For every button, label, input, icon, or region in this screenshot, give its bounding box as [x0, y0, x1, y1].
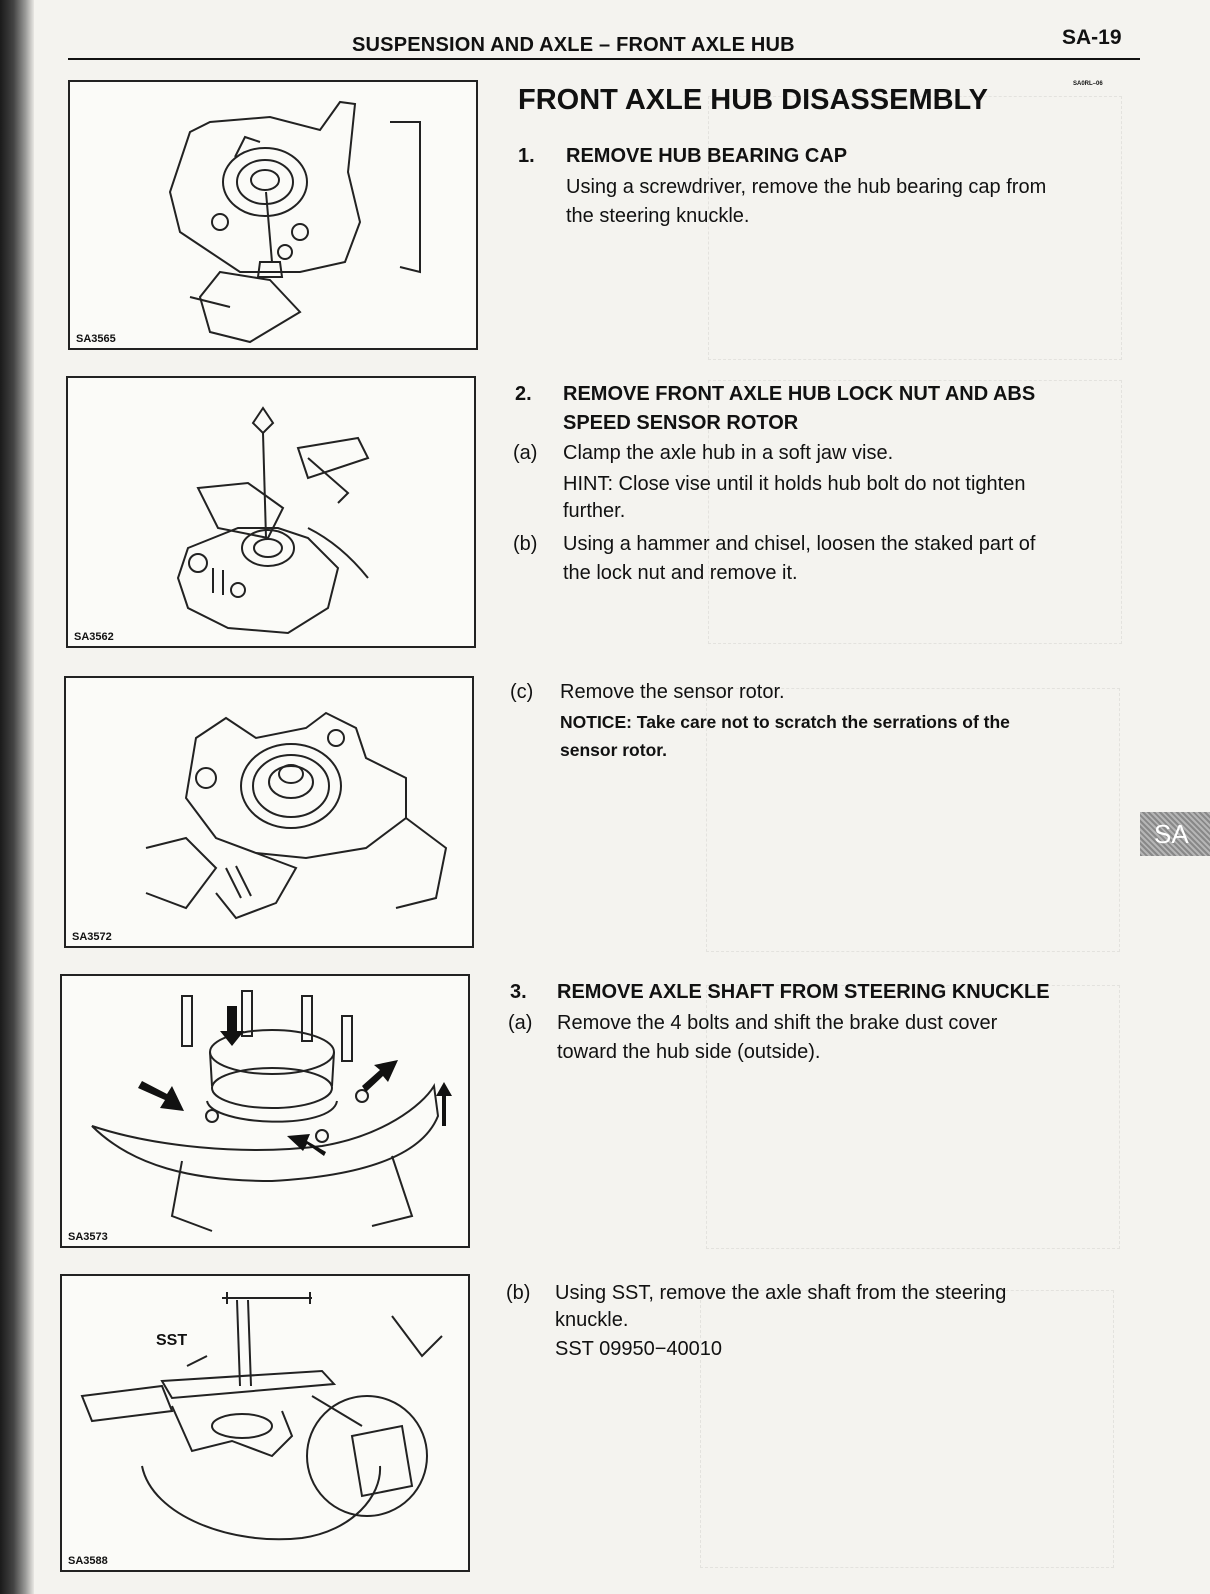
- step-1-text: the steering knuckle.: [566, 205, 750, 227]
- hint-text: HINT: Close vise until it holds hub bolt do not tighten: [563, 473, 1026, 495]
- section-title: FRONT AXLE HUB DISASSEMBLY: [518, 84, 988, 116]
- step-2-title: SPEED SENSOR ROTOR: [563, 412, 799, 434]
- figure-label: SA3572: [72, 931, 112, 943]
- substep-marker: (a): [508, 1012, 533, 1034]
- step-3b-text: Using SST, remove the axle shaft from the steering: [555, 1282, 1007, 1304]
- sst-number: SST 09950−40010: [555, 1338, 723, 1360]
- step-2a-text: Clamp the axle hub in a soft jaw vise.: [563, 442, 894, 464]
- hub-bolts-illustration: [62, 976, 468, 1246]
- substep-marker: (c): [510, 681, 534, 703]
- figure-label: SA3588: [68, 1555, 108, 1567]
- figure-sst-axle-removal: [60, 1274, 470, 1572]
- hammer-chisel-illustration: [68, 378, 474, 646]
- step-3a-text: Remove the 4 bolts and shift the brake dust cover: [557, 1012, 998, 1034]
- figure-hub-lock-nut: [66, 376, 476, 648]
- document-code: SA0RL–06: [1073, 81, 1103, 87]
- bleed-through-box: [708, 96, 1122, 360]
- sst-callout-label: SST: [156, 1332, 188, 1349]
- substep-marker: (b): [506, 1282, 531, 1304]
- page-number: SA-19: [1062, 26, 1122, 49]
- step-1-number: 1.: [518, 145, 535, 167]
- substep-marker: (b): [513, 533, 538, 555]
- step-3b-text: knuckle.: [555, 1309, 629, 1331]
- step-2-number: 2.: [515, 383, 532, 405]
- header-title: SUSPENSION AND AXLE – FRONT AXLE HUB: [352, 34, 795, 56]
- step-2c-text: Remove the sensor rotor.: [560, 681, 785, 703]
- step-1-title: REMOVE HUB BEARING CAP: [566, 145, 848, 167]
- figure-label: SA3565: [76, 333, 116, 345]
- notice-text: NOTICE: Take care not to scratch the serrations of the: [560, 712, 1010, 732]
- sensor-rotor-illustration: [66, 678, 472, 946]
- notice-text: sensor rotor.: [560, 740, 667, 760]
- book-binding-shadow: [0, 0, 34, 1594]
- header-rule: [68, 58, 1140, 60]
- step-3-title: REMOVE AXLE SHAFT FROM STEERING KNUCKLE: [557, 981, 1050, 1003]
- bleed-through-box: [700, 1290, 1114, 1568]
- section-side-tab: SA: [1140, 812, 1210, 856]
- knuckle-screwdriver-illustration: [70, 82, 476, 348]
- step-1-text: Using a screwdriver, remove the hub bearing cap from: [566, 176, 1047, 198]
- step-2-title: REMOVE FRONT AXLE HUB LOCK NUT AND ABS: [563, 383, 1036, 405]
- step-2b-text: Using a hammer and chisel, loosen the staked part of: [563, 533, 1036, 555]
- figure-label: SA3562: [74, 631, 114, 643]
- substep-marker: (a): [513, 442, 538, 464]
- figure-brake-dust-cover: [60, 974, 470, 1248]
- step-2b-text: the lock nut and remove it.: [563, 562, 798, 584]
- hint-text: further.: [563, 500, 626, 522]
- figure-hub-bearing-cap: [68, 80, 478, 350]
- figure-sensor-rotor: [64, 676, 474, 948]
- sst-puller-illustration: [62, 1276, 468, 1570]
- step-3-number: 3.: [510, 981, 527, 1003]
- figure-label: SA3573: [68, 1231, 108, 1243]
- step-3a-text: toward the hub side (outside).: [557, 1041, 821, 1063]
